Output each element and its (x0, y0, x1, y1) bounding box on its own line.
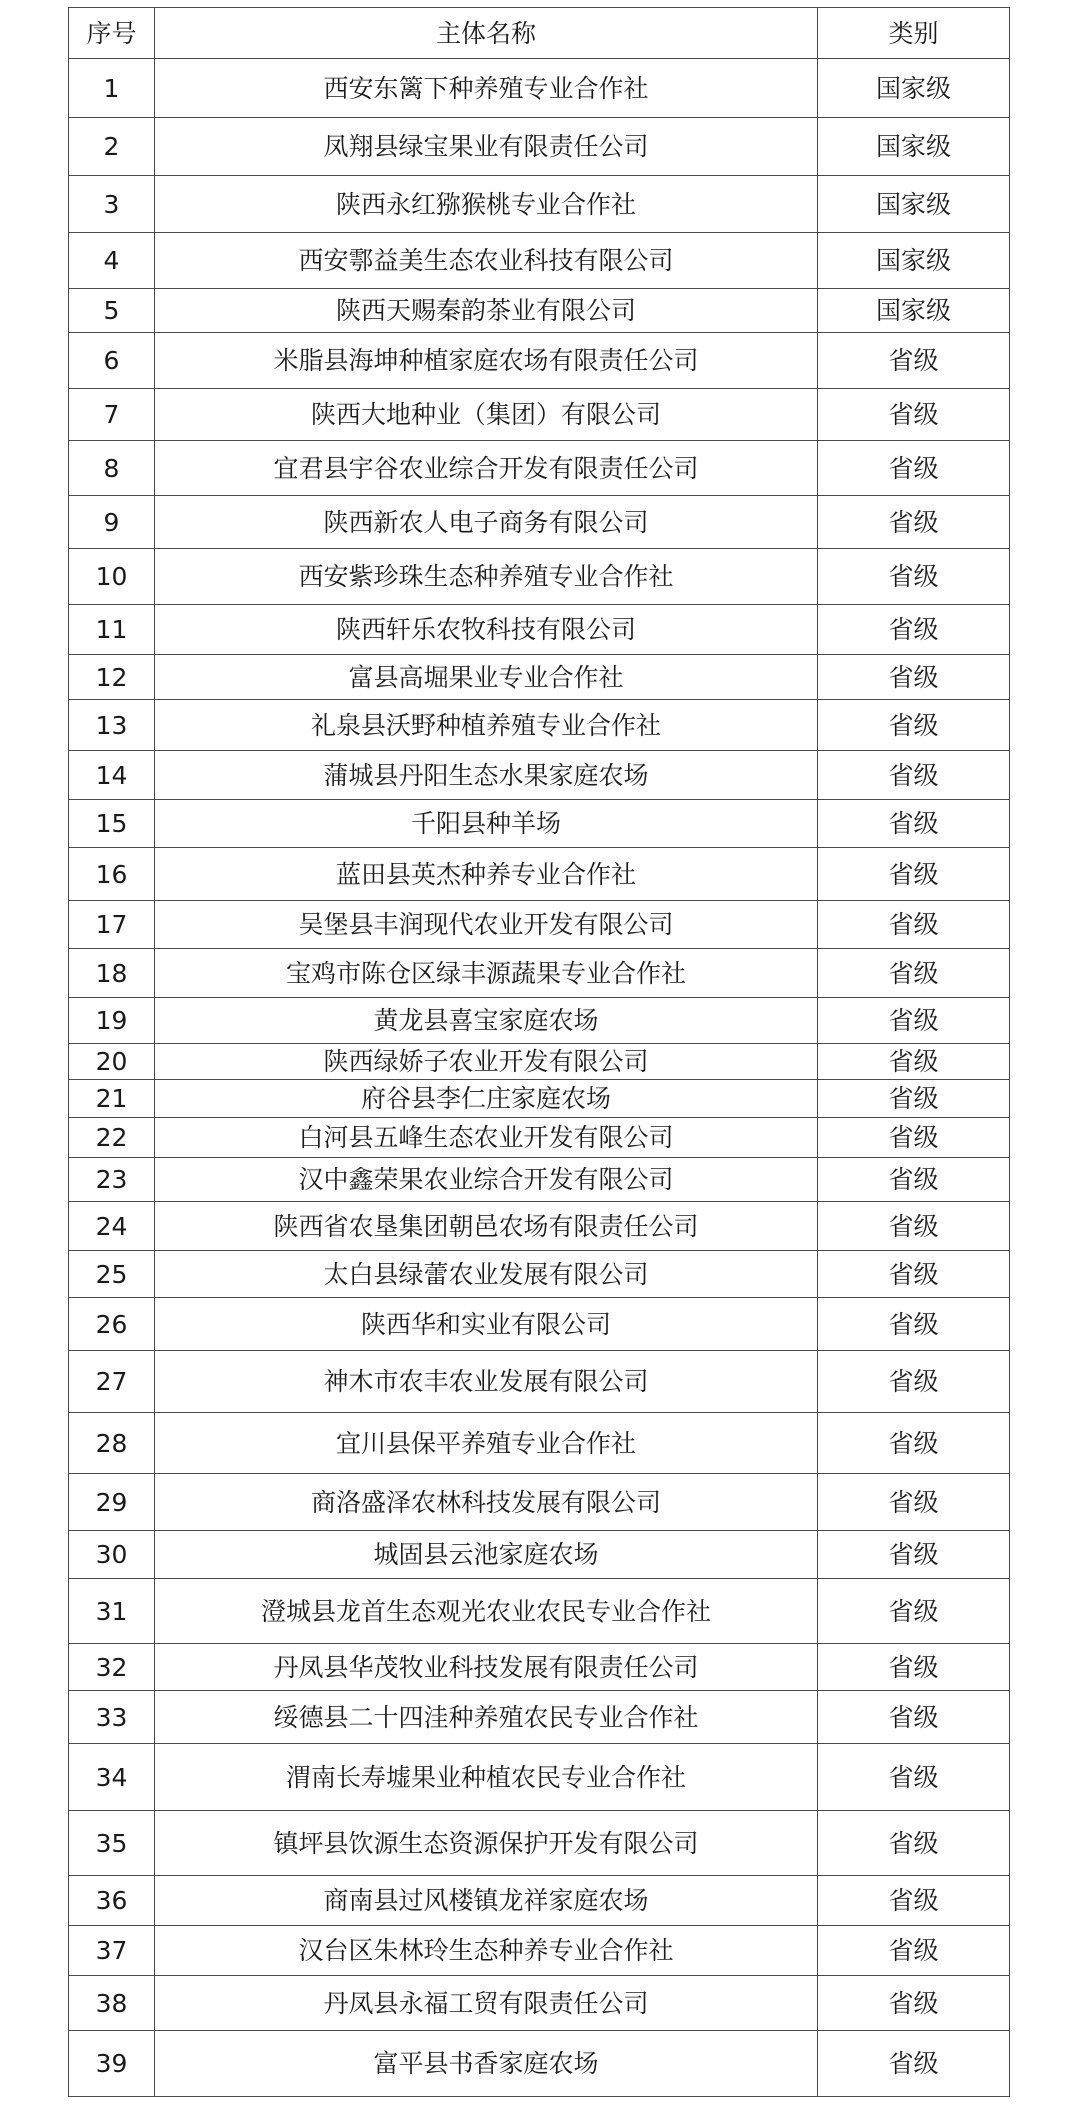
cell-entity-name: 西安东篱下种养殖专业合作社 (155, 59, 818, 118)
cell-index: 13 (69, 700, 155, 751)
table-row (69, 949, 1010, 998)
cell-category: 省级 (818, 496, 1010, 549)
table-row (69, 333, 1010, 389)
table-row (69, 1158, 1010, 1202)
table-row (69, 605, 1010, 655)
table-row (69, 233, 1010, 289)
table-row (69, 1080, 1010, 1118)
cell-category: 省级 (818, 605, 1010, 655)
cell-entity-name: 府谷县李仁庄家庭农场 (155, 1080, 818, 1118)
cell-entity-name: 富县高堀果业专业合作社 (155, 655, 818, 700)
table-row (69, 1976, 1010, 2031)
cell-index: 7 (69, 389, 155, 441)
cell-index: 18 (69, 949, 155, 998)
cell-entity-name: 丹凤县华茂牧业科技发展有限责任公司 (155, 1644, 818, 1691)
cell-category: 省级 (818, 1876, 1010, 1926)
table-row (69, 1044, 1010, 1080)
cell-category: 省级 (818, 700, 1010, 751)
table-row (69, 751, 1010, 800)
cell-entity-name: 凤翔县绿宝果业有限责任公司 (155, 118, 818, 176)
cell-index: 25 (69, 1251, 155, 1298)
cell-category: 国家级 (818, 176, 1010, 233)
table-row (69, 848, 1010, 901)
cell-index: 35 (69, 1811, 155, 1876)
cell-index: 30 (69, 1531, 155, 1579)
table-row (69, 496, 1010, 549)
cell-entity-name: 西安鄠益美生态农业科技有限公司 (155, 233, 818, 289)
cell-category: 国家级 (818, 289, 1010, 333)
table-row (69, 1744, 1010, 1811)
cell-category: 省级 (818, 1298, 1010, 1351)
cell-index: 29 (69, 1474, 155, 1531)
cell-index: 26 (69, 1298, 155, 1351)
cell-category: 省级 (818, 1579, 1010, 1644)
cell-entity-name: 蓝田县英杰种养专业合作社 (155, 848, 818, 901)
cell-entity-name: 黄龙县喜宝家庭农场 (155, 998, 818, 1044)
table-header-row (69, 8, 1010, 59)
table-row (69, 2031, 1010, 2097)
cell-index: 39 (69, 2031, 155, 2097)
cell-index: 24 (69, 1202, 155, 1251)
cell-entity-name: 商南县过风楼镇龙祥家庭农场 (155, 1876, 818, 1926)
cell-entity-name: 千阳县种羊场 (155, 800, 818, 848)
cell-entity-name: 吴堡县丰润现代农业开发有限公司 (155, 901, 818, 949)
cell-category: 省级 (818, 1811, 1010, 1876)
cell-index: 19 (69, 998, 155, 1044)
cell-index: 9 (69, 496, 155, 549)
cell-index: 31 (69, 1579, 155, 1644)
cell-category: 省级 (818, 655, 1010, 700)
cell-index: 38 (69, 1976, 155, 2031)
cell-entity-name: 商洛盛泽农林科技发展有限公司 (155, 1474, 818, 1531)
cell-category: 省级 (818, 2031, 1010, 2097)
table-row (69, 1118, 1010, 1158)
cell-category: 省级 (818, 389, 1010, 441)
table-row (69, 549, 1010, 605)
cell-entity-name: 陕西省农垦集团朝邑农场有限责任公司 (155, 1202, 818, 1251)
table-row (69, 176, 1010, 233)
cell-category: 省级 (818, 800, 1010, 848)
cell-index: 14 (69, 751, 155, 800)
cell-category: 省级 (818, 1531, 1010, 1579)
cell-entity-name: 蒲城县丹阳生态水果家庭农场 (155, 751, 818, 800)
cell-index: 27 (69, 1351, 155, 1413)
cell-index: 12 (69, 655, 155, 700)
table-row (69, 1926, 1010, 1976)
table-row (69, 901, 1010, 949)
cell-entity-name: 丹凤县永福工贸有限责任公司 (155, 1976, 818, 2031)
cell-category: 国家级 (818, 118, 1010, 176)
cell-index: 23 (69, 1158, 155, 1202)
cell-entity-name: 陕西永红猕猴桃专业合作社 (155, 176, 818, 233)
table-row (69, 1413, 1010, 1474)
cell-index: 4 (69, 233, 155, 289)
cell-entity-name: 汉台区朱林玲生态种养专业合作社 (155, 1926, 818, 1976)
cell-entity-name: 澄城县龙首生态观光农业农民专业合作社 (155, 1579, 818, 1644)
cell-index: 16 (69, 848, 155, 901)
cell-category: 省级 (818, 751, 1010, 800)
cell-index: 28 (69, 1413, 155, 1474)
cell-index: 36 (69, 1876, 155, 1926)
cell-category: 省级 (818, 1744, 1010, 1811)
cell-entity-name: 米脂县海坤种植家庭农场有限责任公司 (155, 333, 818, 389)
cell-entity-name: 神木市农丰农业发展有限公司 (155, 1351, 818, 1413)
cell-entity-name: 陕西绿娇子农业开发有限公司 (155, 1044, 818, 1080)
cell-index: 17 (69, 901, 155, 949)
cell-category: 省级 (818, 949, 1010, 998)
cell-entity-name: 宜君县宇谷农业综合开发有限责任公司 (155, 441, 818, 496)
cell-index: 22 (69, 1118, 155, 1158)
cell-entity-name: 镇坪县饮源生态资源保护开发有限公司 (155, 1811, 818, 1876)
table-row (69, 1474, 1010, 1531)
cell-index: 33 (69, 1691, 155, 1744)
cell-category: 国家级 (818, 233, 1010, 289)
cell-index: 10 (69, 549, 155, 605)
cell-category: 省级 (818, 1413, 1010, 1474)
header-entity-name: 主体名称 (155, 8, 818, 59)
cell-category: 省级 (818, 1926, 1010, 1976)
cell-entity-name: 礼泉县沃野种植养殖专业合作社 (155, 700, 818, 751)
cell-category: 省级 (818, 998, 1010, 1044)
table-row (69, 800, 1010, 848)
cell-category: 省级 (818, 441, 1010, 496)
header-category: 类别 (818, 8, 1010, 59)
cell-entity-name: 陕西天赐秦韵茶业有限公司 (155, 289, 818, 333)
table-row (69, 1531, 1010, 1579)
cell-entity-name: 绥德县二十四洼种养殖农民专业合作社 (155, 1691, 818, 1744)
header-index: 序号 (69, 8, 155, 59)
cell-index: 1 (69, 59, 155, 118)
table-row (69, 1811, 1010, 1876)
cell-entity-name: 渭南长寿墟果业种植农民专业合作社 (155, 1744, 818, 1811)
cell-index: 37 (69, 1926, 155, 1976)
cell-index: 5 (69, 289, 155, 333)
cell-category: 省级 (818, 1474, 1010, 1531)
cell-index: 6 (69, 333, 155, 389)
cell-category: 省级 (818, 1251, 1010, 1298)
table-row (69, 59, 1010, 118)
cell-index: 21 (69, 1080, 155, 1118)
cell-entity-name: 汉中鑫荣果农业综合开发有限公司 (155, 1158, 818, 1202)
table-row (69, 1298, 1010, 1351)
table-row (69, 1251, 1010, 1298)
table-row (69, 1202, 1010, 1251)
table-row (69, 118, 1010, 176)
cell-category: 省级 (818, 1118, 1010, 1158)
cell-category: 省级 (818, 848, 1010, 901)
cell-entity-name: 宜川县保平养殖专业合作社 (155, 1413, 818, 1474)
cell-entity-name: 陕西华和实业有限公司 (155, 1298, 818, 1351)
table-row (69, 389, 1010, 441)
cell-entity-name: 陕西大地种业（集团）有限公司 (155, 389, 818, 441)
cell-category: 省级 (818, 1080, 1010, 1118)
cell-entity-name: 富平县书香家庭农场 (155, 2031, 818, 2097)
table-row (69, 1876, 1010, 1926)
cell-category: 国家级 (818, 59, 1010, 118)
cell-category: 省级 (818, 333, 1010, 389)
cell-category: 省级 (818, 1158, 1010, 1202)
cell-category: 省级 (818, 1691, 1010, 1744)
cell-entity-name: 白河县五峰生态农业开发有限公司 (155, 1118, 818, 1158)
cell-entity-name: 太白县绿蕾农业发展有限公司 (155, 1251, 818, 1298)
cell-index: 11 (69, 605, 155, 655)
cell-entity-name: 陕西轩乐农牧科技有限公司 (155, 605, 818, 655)
cell-index: 3 (69, 176, 155, 233)
table-row (69, 655, 1010, 700)
table-row (69, 1691, 1010, 1744)
cell-category: 省级 (818, 1976, 1010, 2031)
cell-category: 省级 (818, 1644, 1010, 1691)
table-row (69, 700, 1010, 751)
cell-category: 省级 (818, 1351, 1010, 1413)
cell-entity-name: 宝鸡市陈仓区绿丰源蔬果专业合作社 (155, 949, 818, 998)
cell-category: 省级 (818, 1044, 1010, 1080)
table-row (69, 1644, 1010, 1691)
table-row (69, 1351, 1010, 1413)
cell-category: 省级 (818, 901, 1010, 949)
cell-category: 省级 (818, 1202, 1010, 1251)
cell-index: 20 (69, 1044, 155, 1080)
cell-index: 8 (69, 441, 155, 496)
table-row (69, 441, 1010, 496)
cell-entity-name: 陕西新农人电子商务有限公司 (155, 496, 818, 549)
cell-entity-name: 城固县云池家庭农场 (155, 1531, 818, 1579)
cell-category: 省级 (818, 549, 1010, 605)
cell-index: 34 (69, 1744, 155, 1811)
table-row (69, 289, 1010, 333)
cell-index: 2 (69, 118, 155, 176)
cell-index: 32 (69, 1644, 155, 1691)
cell-index: 15 (69, 800, 155, 848)
cell-entity-name: 西安紫珍珠生态种养殖专业合作社 (155, 549, 818, 605)
table-row (69, 1579, 1010, 1644)
entity-list-table (68, 7, 1010, 2097)
table-row (69, 998, 1010, 1044)
